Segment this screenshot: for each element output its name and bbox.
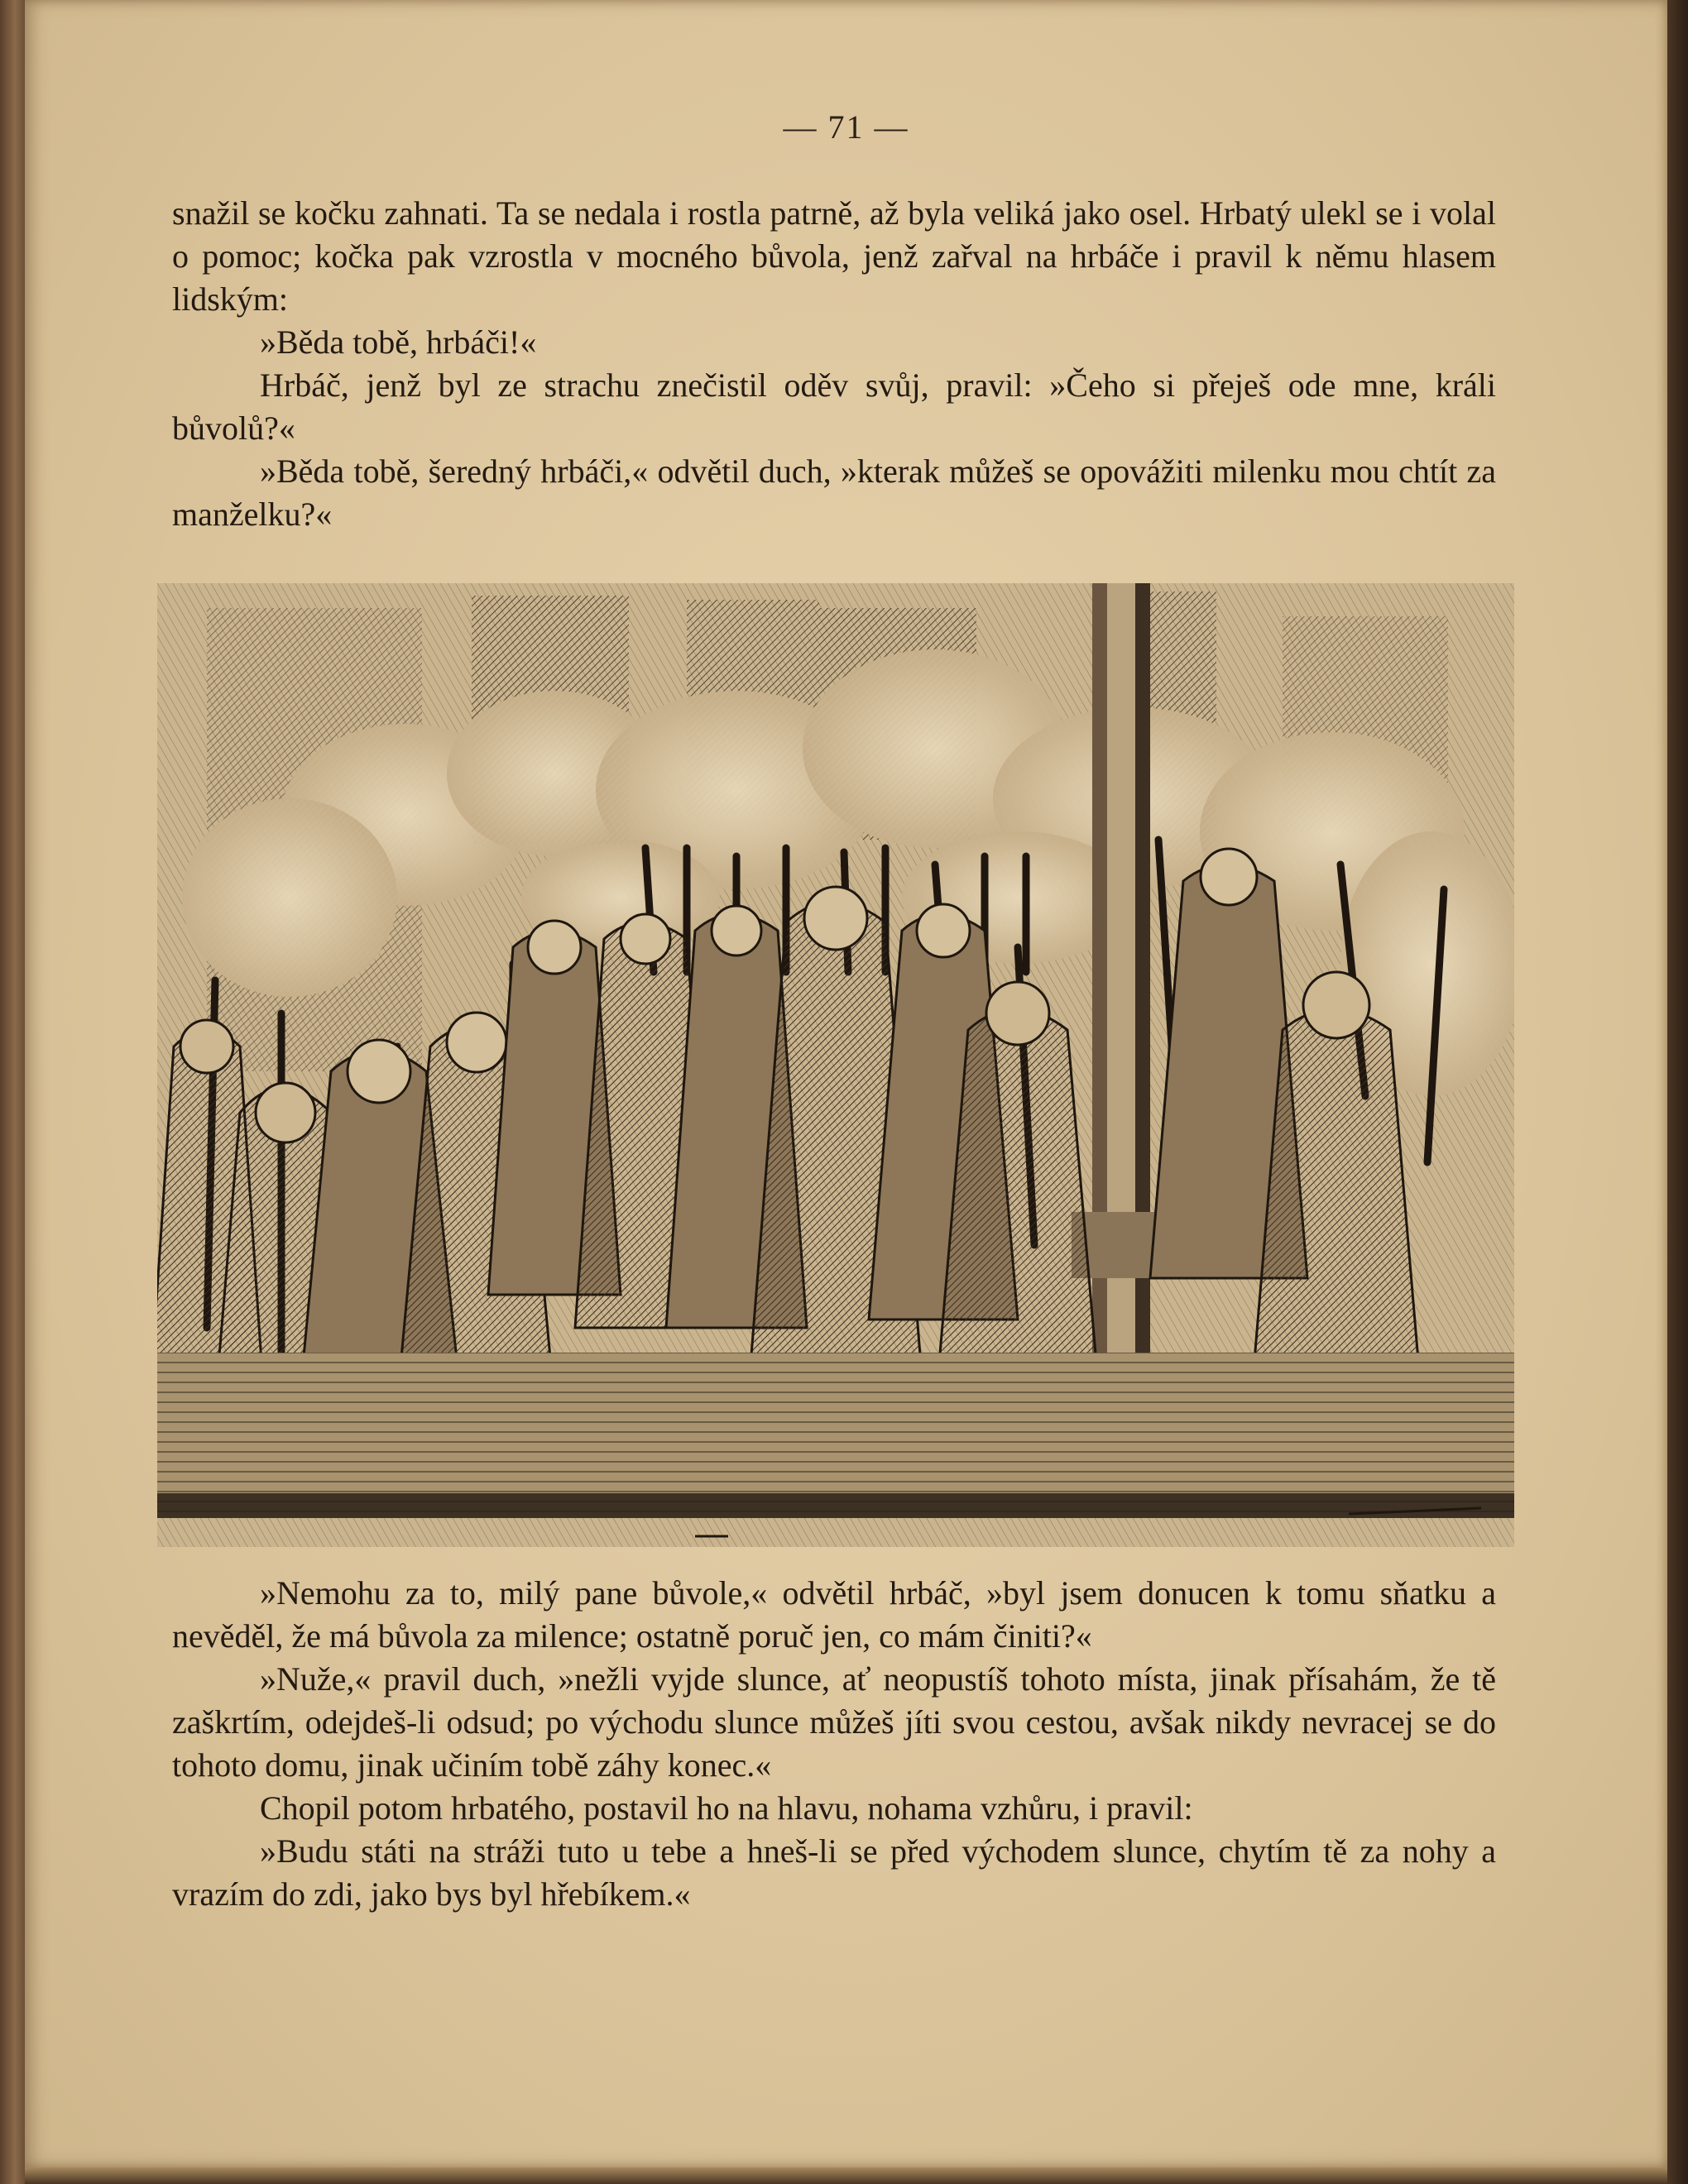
paragraph: »Běda tobě, šeredný hrbáči,« odvětil duch, »kterak můžeš se opovážiti milenku mou chtít za manželku?« — [172, 453, 1496, 533]
book-page — [25, 0, 1667, 2167]
paragraph: Chopil potom hrbatého, postavil ho na hlavu, nohama vzhůru, i pravil: — [260, 1789, 1193, 1827]
engraving-illustration — [157, 583, 1514, 1547]
text-block-top — [172, 192, 1496, 536]
text-block-bottom — [172, 1572, 1496, 1916]
paragraph: Hrbáč, jenž byl ze strachu znečistil oděv svůj, pravil: »Čeho si přeješ ode mne, králi bůvolů?« — [172, 366, 1496, 447]
paragraph: »Budu státi na stráži tuto u tebe a hneš-li se před východem slunce, chytím tě za nohy a vrazím do zdi, jako bys byl hřebíkem.« — [172, 1832, 1496, 1913]
page-number: — 71 — — [783, 108, 909, 146]
paragraph: snažil se kočku zahnati. Ta se nedala i rostla patrně, až byla veliká jako osel. Hrbatý ulekl se i volal o pomoc; kočka pak vzrostla v mocného bůvola, jenž zařval na hrbáče i pravil k němu hlasem lidským: — [172, 194, 1496, 318]
paragraph: »Nemohu za to, milý pane bůvole,« odvětil hrbáč, »byl jsem donucen k tomu sňatku a nevěděl, že má bůvola za milence; ostatně poruč jen, co mám činiti?« — [172, 1574, 1496, 1655]
paragraph: »Nuže,« pravil duch, »nežli vyjde slunce, ať neopustíš tohoto místa, jinak přísahám, že tě zaškrtím, odejdeš-li odsud; po východu slunce můžeš jíti svou cestou, avšak nikdy nevracej se do tohoto domu, jinak učiním tobě záhy konec.« — [172, 1660, 1496, 1784]
page-edge — [25, 2167, 1667, 2184]
book-spine — [0, 0, 25, 2184]
page-edge — [1667, 0, 1688, 2184]
engraving-svg — [157, 583, 1514, 1547]
paragraph: »Běda tobě, hrbáči!« — [260, 323, 537, 361]
